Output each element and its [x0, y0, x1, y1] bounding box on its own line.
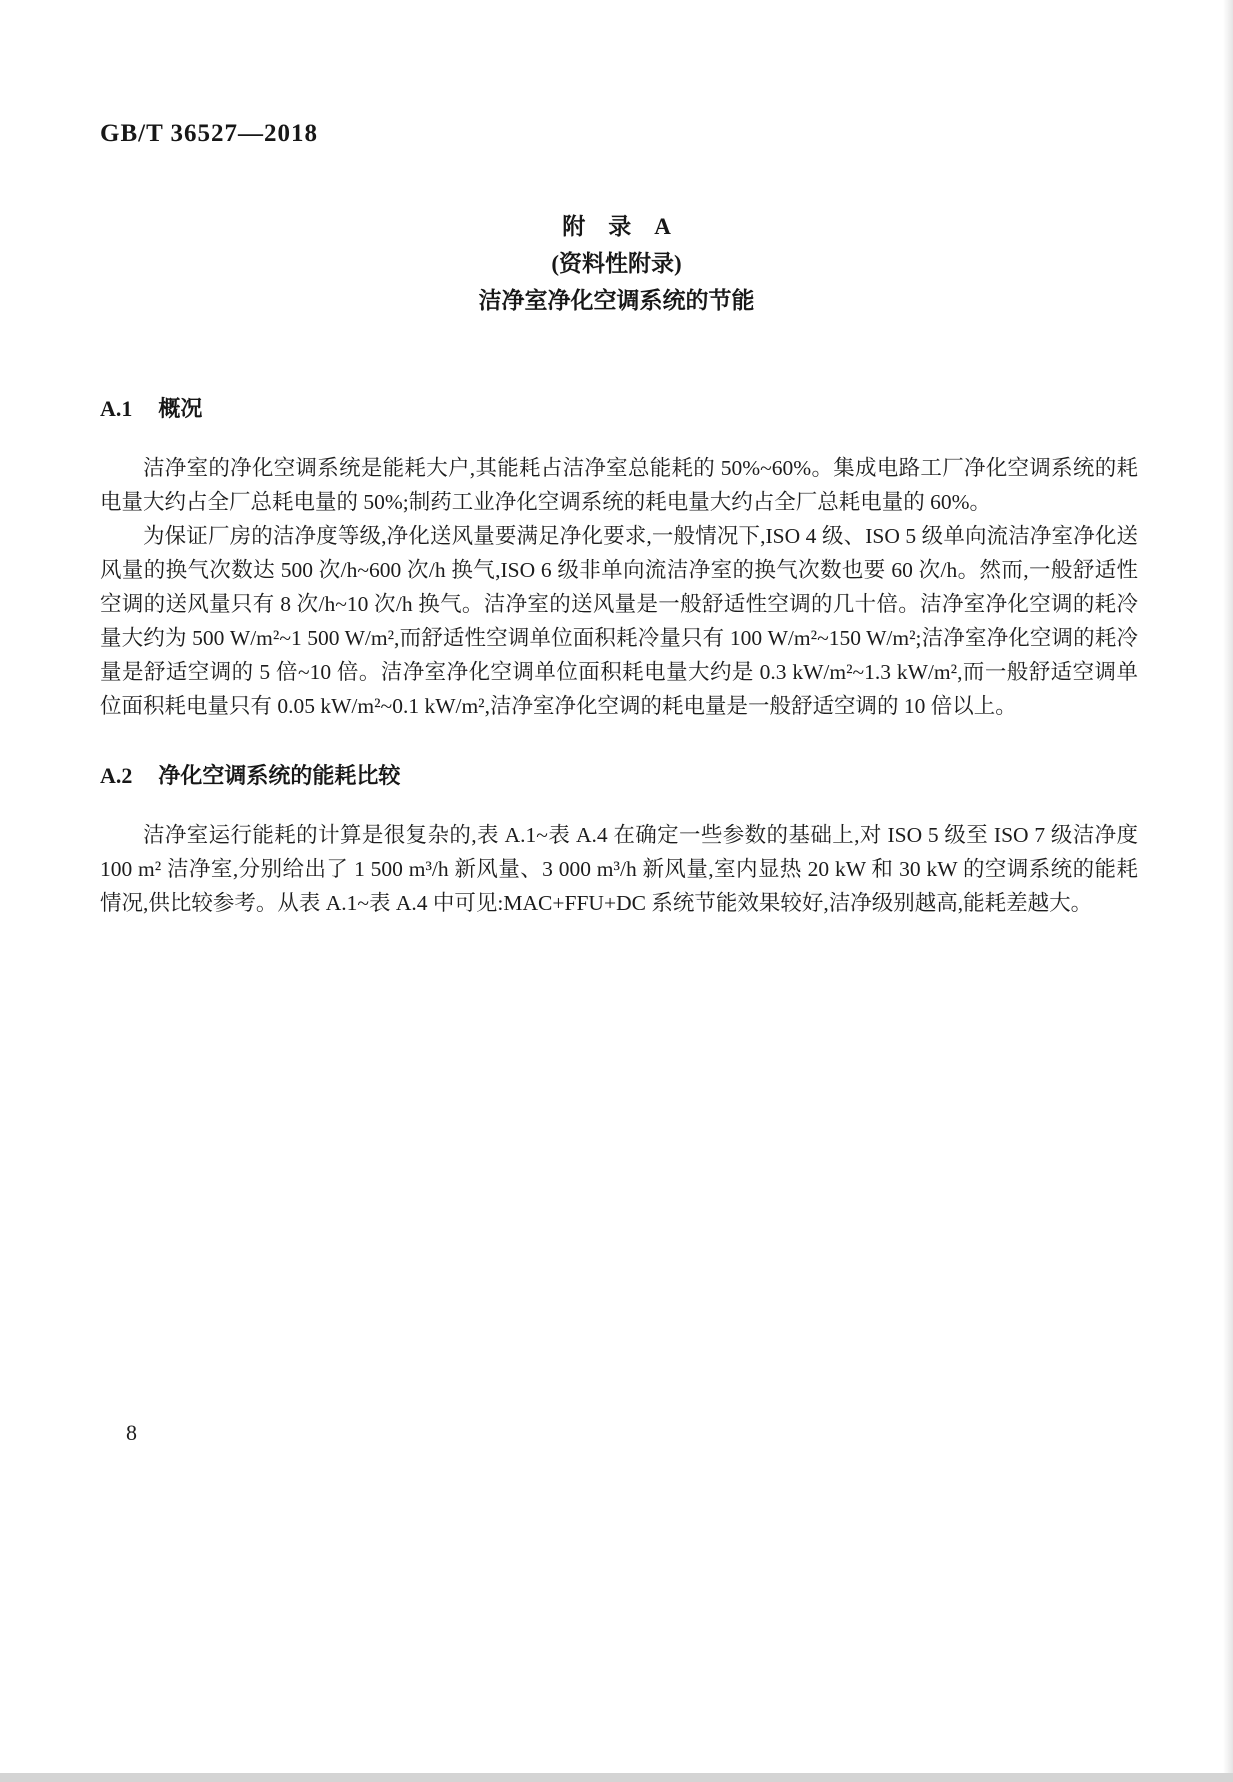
section-a1-number: A.1 — [100, 396, 133, 421]
section-a1-heading — [100, 392, 1138, 423]
section-a1-title: 概况 — [158, 396, 203, 421]
standard-code-header: GB/T 36527—2018 — [100, 120, 319, 147]
appendix-type-note: (资料性附录) — [551, 251, 682, 276]
paragraph-a1-2: 为保证厂房的洁净度等级,净化送风量要满足净化要求,一般情况下,ISO 4 级、ISO 5 级单向流洁净室净化送风量的换气次数达 500 次/h~600 次/h 换气,ISO 6 级非单向流洁净室的换气次数也要 60 次/h。然而,一般舒适性空调的送风量只有 8 次/h~10 次/h 换气。洁净室的送风量是一般舒适性空调的几十倍。洁净室净化空调的耗冷量大约为 500 W/m²~1 500 W/m²,而舒适性空调单位面积耗冷量只有 100 W/m²~150 W/m²;洁净室净化空调的耗冷量是舒适空调的 5 倍~10 倍。洁净室净化空调单位面积耗电量大约是 0.3 kW/m²~1.3 kW/m²,而一般舒适空调单位面积耗电量只有 0.05 kW/m²~0.1 kW/m²,洁净室净化空调的耗电量是一般舒适空调的 10 倍以上。 — [100, 524, 1138, 718]
section-a2-title: 净化空调系统的能耗比较 — [158, 763, 401, 788]
section-divider-space — [100, 723, 1138, 759]
document-body — [100, 392, 1138, 920]
paragraph-a2-1: 洁净室运行能耗的计算是很复杂的,表 A.1~表 A.4 在确定一些参数的基础上,对 ISO 5 级至 ISO 7 级洁净度 100 m² 洁净室,分别给出了 1 500 m³/h 新风量、3 000 m³/h 新风量,室内显热 20 kW 和 30 kW 的空调系统的能耗情况,供比较参考。从表 A.1~表 A.4 中可见:MAC+FFU+DC 系统节能效果较好,洁净级别越高,能耗差越大。 — [100, 823, 1138, 915]
paragraph-a1-1: 洁净室的净化空调系统是能耗大户,其能耗占洁净室总能耗的 50%~60%。集成电路工厂净化空调系统的耗电量大约占全厂总耗电量的 50%;制药工业净化空调系统的耗电量大约占全厂总耗电量的 60%。 — [100, 456, 1138, 514]
appendix-label: 附 录 A — [562, 214, 671, 239]
appendix-title-block — [0, 208, 1233, 319]
scan-edge-bottom — [0, 1773, 1233, 1782]
page-number: 8 — [126, 1420, 137, 1445]
scan-edge-right — [1223, 0, 1233, 1782]
appendix-title: 洁净室净化空调系统的节能 — [478, 288, 755, 313]
section-a2-heading — [100, 759, 1138, 790]
section-a2-number: A.2 — [100, 763, 133, 788]
